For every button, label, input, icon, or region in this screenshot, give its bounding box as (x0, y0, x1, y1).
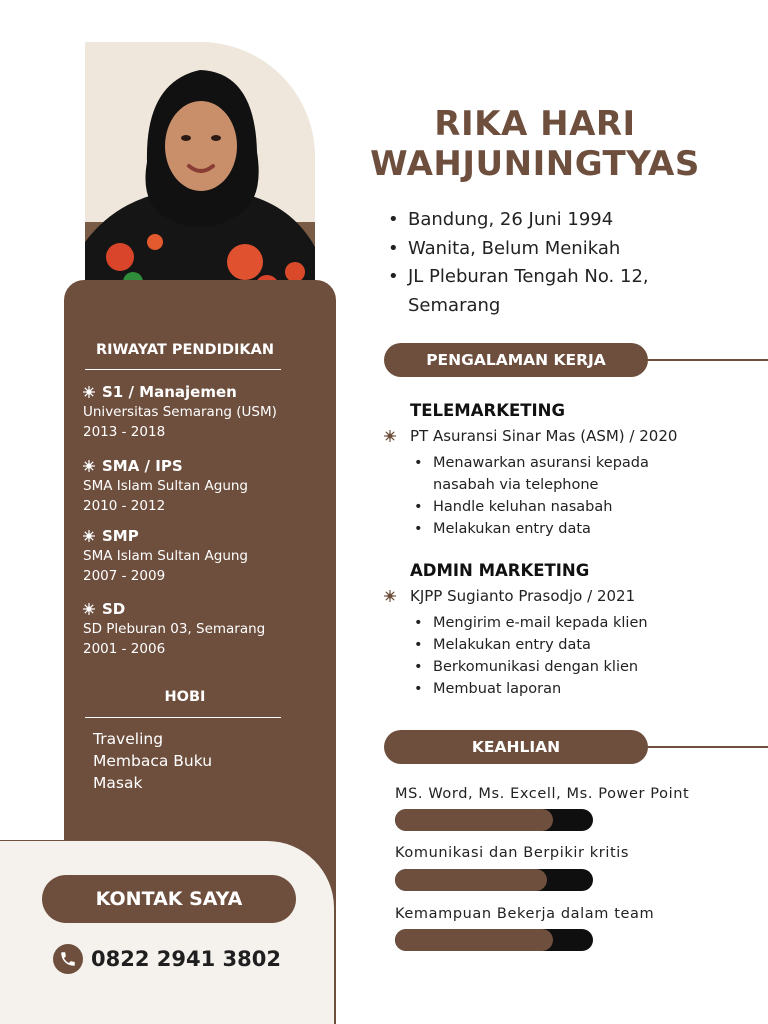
duty-item: Handle keluhan nasabah (433, 499, 613, 515)
education-item (83, 456, 323, 516)
phone-row (53, 944, 281, 974)
job-position: ADMIN MARKETING (410, 561, 590, 580)
sun-bullet-icon (83, 530, 95, 542)
skill-bar (395, 929, 593, 951)
education-years: 2013 - 2018 (83, 424, 166, 440)
education-years: 2001 - 2006 (83, 641, 166, 657)
education-years: 2010 - 2012 (83, 498, 166, 514)
education-item (83, 526, 323, 586)
education-level: SD (102, 600, 126, 618)
skill-label: Kemampuan Bekerja dalam team (395, 906, 655, 922)
education-years: 2007 - 2009 (83, 568, 166, 584)
bullet-icon: • (414, 637, 423, 653)
company-name: PT Asuransi Sinar Mas (ASM) / 2020 (410, 427, 678, 445)
contact-section (0, 840, 335, 1024)
sun-bullet-icon (83, 386, 95, 398)
sun-bullet-icon (83, 460, 95, 472)
duty-item: Melakukan entry data (433, 637, 591, 653)
full-name (340, 104, 730, 184)
duty-item: Mengirim e-mail kepada klien (433, 615, 648, 631)
skill-bar-fill (395, 929, 553, 951)
education-divider (85, 369, 281, 370)
duty-item: Melakukan entry data (433, 521, 591, 537)
bullet-icon: • (414, 521, 423, 537)
hobbies-list (93, 728, 212, 794)
hobby-item: Masak (93, 774, 143, 792)
sun-bullet-icon (384, 430, 396, 442)
job-position: TELEMARKETING (410, 401, 566, 420)
education-item (83, 382, 323, 442)
education-title: RIWAYAT PENDIDIKAN (95, 342, 274, 358)
hobby-item: Traveling (93, 730, 164, 748)
company-name: KJPP Sugianto Prasodjo / 2021 (410, 587, 636, 605)
hobby-item: Membaca Buku (93, 752, 213, 770)
education-school: SMA Islam Sultan Agung (83, 548, 248, 564)
bullet-icon: • (414, 615, 423, 631)
skill-label: MS. Word, Ms. Excell, Ms. Power Point (395, 786, 690, 802)
name-line-2: WAHJUNINGTYAS (370, 144, 700, 184)
education-school: SD Pleburan 03, Semarang (83, 621, 266, 637)
skill-bar-fill (395, 809, 553, 831)
skills-title: KEAHLIAN (384, 730, 648, 764)
info-item: JL Pleburan Tengah No. 12, (408, 266, 649, 287)
skill-label: Komunikasi dan Berpikir kritis (395, 845, 630, 861)
personal-info-list (388, 206, 649, 320)
info-item: Wanita, Belum Menikah (408, 237, 621, 259)
phone-icon (53, 944, 83, 974)
education-item (83, 599, 323, 659)
hobbies-divider (85, 717, 281, 718)
skill-bar (395, 869, 593, 891)
skill-bar (395, 809, 593, 831)
job-company (384, 427, 677, 445)
education-level: SMA / IPS (102, 457, 183, 475)
bullet-icon: • (414, 681, 423, 697)
info-item: Semarang (408, 294, 501, 316)
bullet-icon: • (414, 455, 423, 471)
sun-bullet-icon (384, 590, 396, 602)
education-level: SMP (102, 527, 139, 545)
hobbies-title: HOBI (164, 689, 206, 705)
education-school: Universitas Semarang (USM) (83, 404, 277, 420)
bullet-icon: • (414, 499, 423, 515)
job-duties (414, 452, 649, 540)
contact-title: KONTAK SAYA (42, 875, 296, 923)
profile-photo (85, 42, 315, 304)
skill-bar-fill (395, 869, 547, 891)
bullet-icon: • (388, 209, 399, 230)
phone-number: 0822 2941 3802 (91, 947, 281, 971)
education-level: S1 / Manajemen (102, 383, 237, 401)
job-duties (414, 612, 648, 700)
name-line-1: RIKA HARI (434, 104, 636, 144)
duty-item: Membuat laporan (433, 681, 562, 697)
experience-title: PENGALAMAN KERJA (384, 343, 648, 377)
bullet-icon: • (388, 237, 399, 259)
duty-item: nasabah via telephone (433, 477, 599, 493)
duty-item: Menawarkan asuransi kepada (433, 455, 649, 471)
education-school: SMA Islam Sultan Agung (83, 478, 248, 494)
bullet-icon: • (388, 266, 399, 287)
duty-item: Berkomunikasi dengan klien (433, 659, 639, 675)
bullet-icon: • (414, 659, 423, 675)
job-company (384, 587, 635, 605)
info-item: Bandung, 26 Juni 1994 (408, 209, 614, 230)
sun-bullet-icon (83, 603, 95, 615)
